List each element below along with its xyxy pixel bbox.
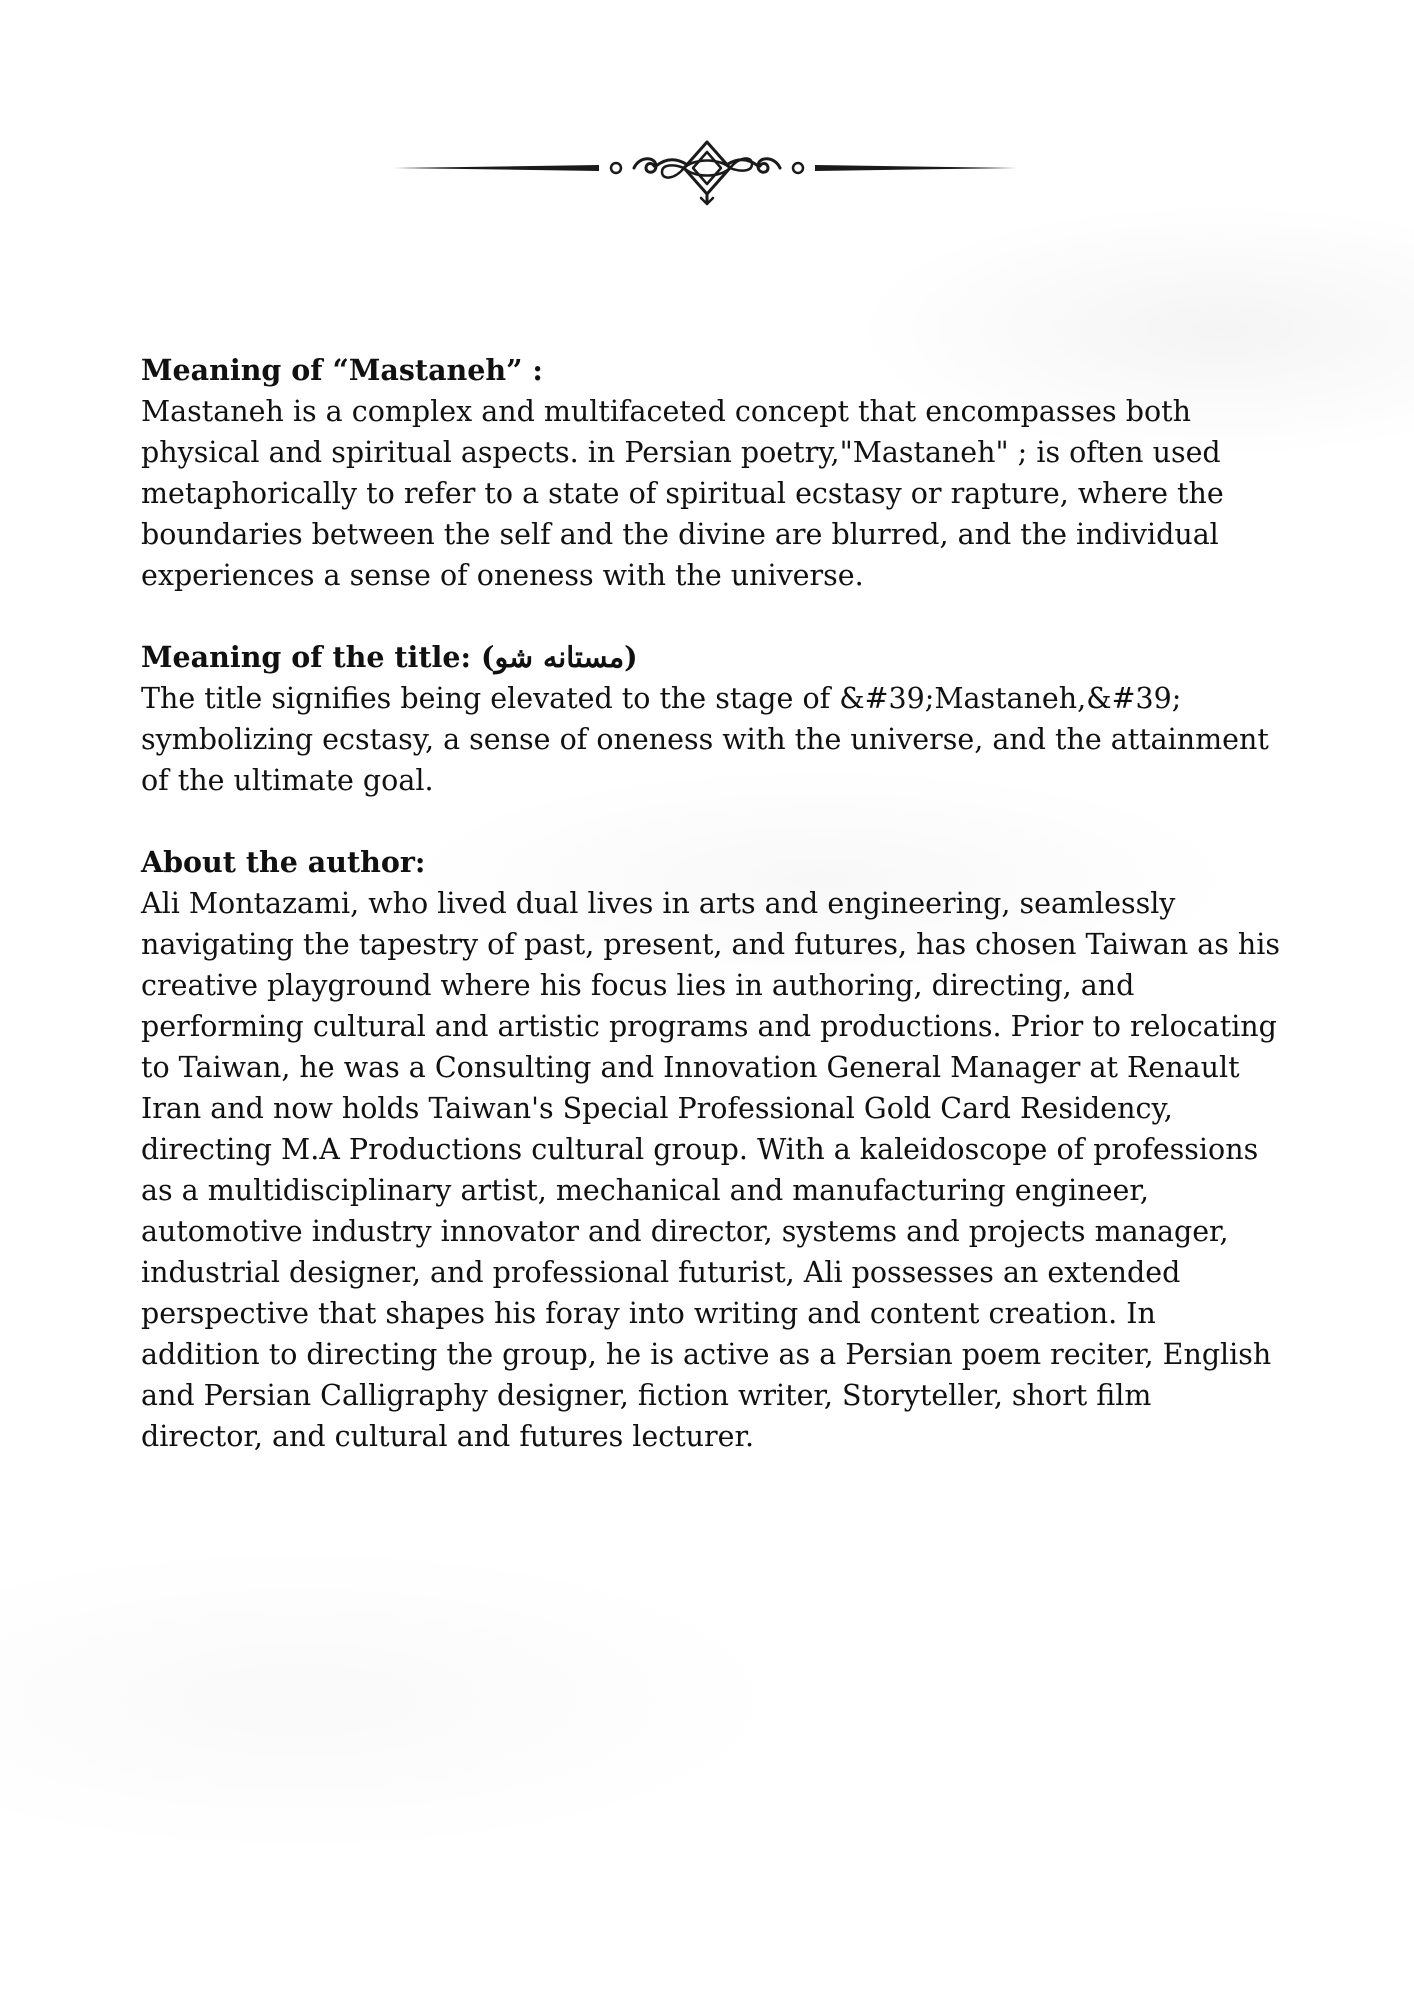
document-body xyxy=(141,350,1281,1498)
heading-title-meaning xyxy=(141,637,1281,678)
paragraph-about-author: Ali Montazami, who lived dual lives in arts and engineering, seamlessly navigating the tapestry of past, present, and futures, has chosen Taiwan as his creative playground where his focus lies in authoring, directing, and performing cultural and artistic programs and productions. Prior to relocating to Taiwan, he was a Consulting and Innovation General Manager at Renault Iran and now holds Taiwan's Special Professional Gold Card Residency, directing M.A Productions cultural group. With a kaleidoscope of professions as a multidisciplinary artist, mechanical and manufacturing engineer, automotive industry innovator and director, systems and projects manager, industrial designer, and professional futurist, Ali possesses an extended perspective that shapes his foray into writing and content creation. In addition to directing the group, he is active as a Persian poem reciter, English and Persian Calligraphy designer, fiction writer, Storyteller, short film director, and cultural and futures lecturer. xyxy=(141,887,1281,1453)
ornamental-divider-icon xyxy=(394,128,1020,208)
paragraph-title-meaning: The title signifies being elevated to the stage of &#39;Mastaneh,&#39; symbolizing ecstasy, a sense of oneness with the universe, and the attainment of the ultimate goal. xyxy=(141,682,1269,797)
section-mastaneh-meaning xyxy=(141,350,1281,596)
paragraph-mastaneh-meaning: Mastaneh is a complex and multifaceted concept that encompasses both physical and spiritual aspects. in Persian poetry,"Mastaneh" ; is often used metaphorically to refer to a state of spiritual ecstasy or rapture, where the boundaries between the self and the divine are blurred, and the individual experiences a sense of oneness with the universe. xyxy=(141,395,1224,592)
section-about-author xyxy=(141,842,1281,1457)
heading-about-author: About the author: xyxy=(141,845,426,879)
section-title-meaning xyxy=(141,637,1281,801)
persian-title: (مستانه شو) xyxy=(480,640,638,674)
heading-mastaneh-meaning: Meaning of “Mastaneh” : xyxy=(141,353,543,387)
heading-title-meaning-label: Meaning of the title: xyxy=(141,640,481,674)
